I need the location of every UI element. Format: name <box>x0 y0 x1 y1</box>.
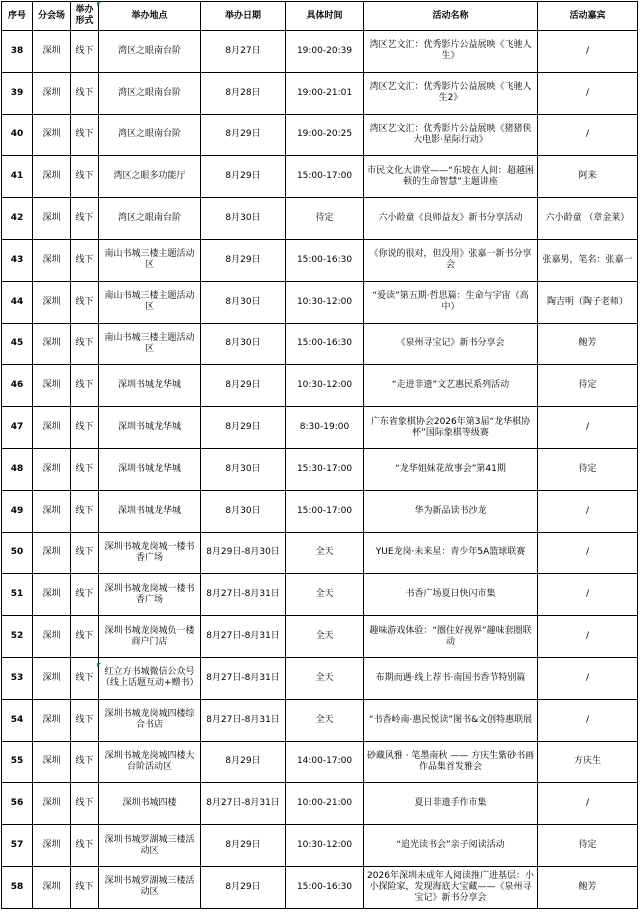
row-guest: 待定 <box>538 365 638 407</box>
row-activity-name: YUE龙岗·未来星：青少年5A篮球联赛 <box>364 532 538 574</box>
table-row <box>2 31 638 73</box>
row-date: 8月27日-8月31日 <box>201 616 286 658</box>
row-number: 58 <box>2 866 33 908</box>
row-number: 46 <box>2 365 33 407</box>
row-guest: / <box>538 657 638 699</box>
row-time: 15:00-16:30 <box>286 239 364 281</box>
row-time: 10:30-12:00 <box>286 825 364 867</box>
row-number: 41 <box>2 156 33 198</box>
row-guest: / <box>538 783 638 825</box>
row-number: 55 <box>2 741 33 783</box>
row-venue: 深圳 <box>33 699 71 741</box>
row-activity-name: “书香岭南·惠民悦读”图书&文创特惠联展 <box>364 699 538 741</box>
row-format: 线下 <box>71 198 99 240</box>
row-time: 15:00-16:30 <box>286 866 364 908</box>
row-format: 线下 <box>71 741 99 783</box>
row-format: 线下 <box>71 574 99 616</box>
row-venue: 深圳 <box>33 448 71 490</box>
row-time: 14:00-17:00 <box>286 741 364 783</box>
row-time: 10:30-12:00 <box>286 281 364 323</box>
row-location: 深圳书城龙华城 <box>99 448 201 490</box>
row-date: 8月30日 <box>201 448 286 490</box>
row-activity-name: 湾区艺文汇：优秀影片公益展映《飞驰人生》 <box>364 31 538 73</box>
row-guest: / <box>538 72 638 114</box>
row-date: 8月30日 <box>201 323 286 365</box>
row-guest: / <box>538 31 638 73</box>
table-row <box>2 407 638 449</box>
header-location: 举办地点 <box>99 2 201 31</box>
row-venue: 深圳 <box>33 616 71 658</box>
row-activity-name: 夏日非遗手作市集 <box>364 783 538 825</box>
events-table <box>1 1 638 909</box>
row-venue: 深圳 <box>33 281 71 323</box>
row-venue: 深圳 <box>33 490 71 532</box>
row-location: 湾区之眼南台阶 <box>99 114 201 156</box>
header-guest: 活动嘉宾 <box>538 2 638 31</box>
row-format: 线下 <box>71 616 99 658</box>
row-date: 8月27日-8月31日 <box>201 783 286 825</box>
row-date: 8月29日 <box>201 114 286 156</box>
row-activity-name: 湾区艺文汇：优秀影片公益展映《飞驰人生2》 <box>364 72 538 114</box>
row-time: 全天 <box>286 657 364 699</box>
row-format: 线下 <box>71 699 99 741</box>
table-row <box>2 825 638 867</box>
row-date: 8月27日-8月31日 <box>201 657 286 699</box>
row-location: 南山书城三楼主题活动区 <box>99 239 201 281</box>
row-location: 深圳书城罗湖城三楼活动区 <box>99 825 201 867</box>
row-format: 线下 <box>71 281 99 323</box>
row-guest: / <box>538 699 638 741</box>
row-location: 湾区之眼南台阶 <box>99 72 201 114</box>
row-number: 49 <box>2 490 33 532</box>
row-date: 8月29日 <box>201 866 286 908</box>
header-no: 序号 <box>2 2 33 31</box>
row-format: 线下 <box>71 448 99 490</box>
row-venue: 深圳 <box>33 156 71 198</box>
row-activity-name: “爱读”第五期·哲思篇：生命与宇宙（高中） <box>364 281 538 323</box>
row-date: 8月29日 <box>201 741 286 783</box>
row-date: 8月27日-8月31日 <box>201 699 286 741</box>
row-format: 线下 <box>71 532 99 574</box>
row-time: 全天 <box>286 574 364 616</box>
row-format: 线下 <box>71 783 99 825</box>
table-row <box>2 281 638 323</box>
row-location: 深圳书城龙岗城四楼大台阶活动区 <box>99 741 201 783</box>
row-activity-name: 市民文化大讲堂——“东坡在人间：超越困顿的生命智慧”主题讲座 <box>364 156 538 198</box>
row-location: 深圳书城罗湖城三楼活动区 <box>99 866 201 908</box>
row-format: 线下 <box>71 657 99 699</box>
header-time: 具体时间 <box>286 2 364 31</box>
row-venue: 深圳 <box>33 574 71 616</box>
table-row <box>2 239 638 281</box>
row-time: 全天 <box>286 532 364 574</box>
row-guest: / <box>538 490 638 532</box>
row-date: 8月27日-8月31日 <box>201 574 286 616</box>
row-activity-name: 广东省象棋协会2026年第3届“龙华棋协杯”国际象棋等级赛 <box>364 407 538 449</box>
row-venue: 深圳 <box>33 783 71 825</box>
row-number: 43 <box>2 239 33 281</box>
row-guest: 张嘉男，笔名：张嘉一 <box>538 239 638 281</box>
row-number: 39 <box>2 72 33 114</box>
row-activity-name: 趣味游戏体验：“圈住好视界”趣味套圈联动 <box>364 616 538 658</box>
row-number: 47 <box>2 407 33 449</box>
row-activity-name: 《泉州寻宝记》新书分享会 <box>364 323 538 365</box>
row-guest: 待定 <box>538 448 638 490</box>
table-row <box>2 323 638 365</box>
row-date: 8月28日 <box>201 72 286 114</box>
row-time: 15:30-17:00 <box>286 448 364 490</box>
row-location: 深圳书城龙华城 <box>99 407 201 449</box>
row-venue: 深圳 <box>33 72 71 114</box>
row-number: 54 <box>2 699 33 741</box>
row-time: 8:30-19:00 <box>286 407 364 449</box>
table-row <box>2 365 638 407</box>
comment-marker <box>97 663 101 667</box>
row-location: 深圳书城龙华城 <box>99 490 201 532</box>
row-number: 50 <box>2 532 33 574</box>
row-date: 8月30日 <box>201 490 286 532</box>
row-venue: 深圳 <box>33 532 71 574</box>
row-time: 15:00-16:30 <box>286 323 364 365</box>
row-number: 48 <box>2 448 33 490</box>
table-row <box>2 699 638 741</box>
table-row <box>2 156 638 198</box>
row-date: 8月29日-8月30日 <box>201 532 286 574</box>
row-time: 15:00-17:00 <box>286 490 364 532</box>
row-guest: / <box>538 574 638 616</box>
row-date: 8月30日 <box>201 198 286 240</box>
row-location: 深圳书城龙岗城一楼书香广场 <box>99 532 201 574</box>
row-format: 线下 <box>71 866 99 908</box>
row-guest: 方庆生 <box>538 741 638 783</box>
table-row <box>2 72 638 114</box>
row-venue: 深圳 <box>33 365 71 407</box>
row-number: 45 <box>2 323 33 365</box>
row-activity-name: 2026年深圳未成年人阅读推广进基层：小小探险家，发现海底大宝藏——《泉州寻宝记》新书分享会 <box>364 866 538 908</box>
table-row <box>2 574 638 616</box>
row-activity-name: 六小龄童《良师益友》新书分享活动 <box>364 198 538 240</box>
row-activity-name: 布期而遇·线上荐书·南国书香节特别篇 <box>364 657 538 699</box>
row-guest: / <box>538 407 638 449</box>
row-date: 8月29日 <box>201 156 286 198</box>
row-guest: 鲍芳 <box>538 866 638 908</box>
row-number: 40 <box>2 114 33 156</box>
row-venue: 深圳 <box>33 657 71 699</box>
row-format: 线下 <box>71 31 99 73</box>
row-format: 线下 <box>71 407 99 449</box>
row-time: 19:00-21:01 <box>286 72 364 114</box>
row-format: 线下 <box>71 825 99 867</box>
row-number: 38 <box>2 31 33 73</box>
row-location: 湾区之眼南台阶 <box>99 31 201 73</box>
row-format: 线下 <box>71 156 99 198</box>
row-time: 待定 <box>286 198 364 240</box>
row-activity-name: 书香广场夏日快闪市集 <box>364 574 538 616</box>
row-number: 42 <box>2 198 33 240</box>
row-activity-name: 《你说的很对，但没用》张嘉一新书分享会 <box>364 239 538 281</box>
row-venue: 深圳 <box>33 31 71 73</box>
row-time: 全天 <box>286 699 364 741</box>
row-guest: / <box>538 616 638 658</box>
row-location: 南山书城三楼主题活动区 <box>99 281 201 323</box>
row-number: 51 <box>2 574 33 616</box>
row-guest: 六小龄童 （章金莱） <box>538 198 638 240</box>
row-time: 10:30-12:00 <box>286 365 364 407</box>
row-time: 19:00-20:39 <box>286 31 364 73</box>
row-venue: 深圳 <box>33 239 71 281</box>
row-location: 红立方书城微信公众号（线上话题互动+赠书） <box>99 657 201 699</box>
row-format: 线下 <box>71 490 99 532</box>
header-format: 举办形式 <box>71 2 99 31</box>
row-location: 南山书城三楼主题活动区 <box>99 323 201 365</box>
row-format: 线下 <box>71 72 99 114</box>
row-guest: / <box>538 532 638 574</box>
table-row <box>2 616 638 658</box>
row-location: 湾区之眼南台阶 <box>99 198 201 240</box>
row-guest: 陶吉明（陶子老师） <box>538 281 638 323</box>
row-location: 深圳书城龙岗城一楼书香广场 <box>99 574 201 616</box>
row-activity-name: 湾区艺文汇：优秀影片公益展映《猪猪侠大电影·星际行动》 <box>364 114 538 156</box>
table-row <box>2 783 638 825</box>
row-activity-name: “追光读书会”亲子阅读活动 <box>364 825 538 867</box>
row-guest: / <box>538 114 638 156</box>
table-row <box>2 741 638 783</box>
table-row <box>2 198 638 240</box>
row-time: 19:00-20:25 <box>286 114 364 156</box>
row-location: 深圳书城四楼 <box>99 783 201 825</box>
row-venue: 深圳 <box>33 866 71 908</box>
row-format: 线下 <box>71 114 99 156</box>
row-venue: 深圳 <box>33 198 71 240</box>
row-venue: 深圳 <box>33 114 71 156</box>
row-location: 湾区之眼多功能厅 <box>99 156 201 198</box>
header-name: 活动名称 <box>364 2 538 31</box>
row-activity-name: “走进非遗”文艺惠民系列活动 <box>364 365 538 407</box>
row-venue: 深圳 <box>33 825 71 867</box>
row-date: 8月29日 <box>201 825 286 867</box>
row-time: 10:00-21:00 <box>286 783 364 825</box>
comment-marker <box>97 2 101 6</box>
row-location: 深圳书城龙华城 <box>99 365 201 407</box>
row-number: 53 <box>2 657 33 699</box>
row-date: 8月29日 <box>201 365 286 407</box>
row-time: 全天 <box>286 616 364 658</box>
row-format: 线下 <box>71 365 99 407</box>
table-row <box>2 866 638 908</box>
row-date: 8月29日 <box>201 239 286 281</box>
row-date: 8月30日 <box>201 281 286 323</box>
row-venue: 深圳 <box>33 741 71 783</box>
table-row <box>2 532 638 574</box>
header-date: 举办日期 <box>201 2 286 31</box>
row-activity-name: 砂藏风雅 · 笔墨南秋 —— 方庆生紫砂书画作品集首发雅会 <box>364 741 538 783</box>
row-number: 52 <box>2 616 33 658</box>
row-guest: 鲍芳 <box>538 323 638 365</box>
row-number: 44 <box>2 281 33 323</box>
row-guest: 阿来 <box>538 156 638 198</box>
row-activity-name: 华为新品读书沙龙 <box>364 490 538 532</box>
row-date: 8月27日 <box>201 31 286 73</box>
header-venue: 分会场 <box>33 2 71 31</box>
table-row <box>2 490 638 532</box>
row-number: 57 <box>2 825 33 867</box>
table-row <box>2 114 638 156</box>
row-guest: 待定 <box>538 825 638 867</box>
row-time: 15:00-17:00 <box>286 156 364 198</box>
row-number: 56 <box>2 783 33 825</box>
row-activity-name: “龙华姐妹花故事会”第41期 <box>364 448 538 490</box>
row-location: 深圳书城龙岗城四楼综合书店 <box>99 699 201 741</box>
table-row <box>2 448 638 490</box>
row-venue: 深圳 <box>33 323 71 365</box>
row-date: 8月29日 <box>201 407 286 449</box>
row-format: 线下 <box>71 239 99 281</box>
row-format: 线下 <box>71 323 99 365</box>
row-location: 深圳书城龙岗城负一楼商户门店 <box>99 616 201 658</box>
row-venue: 深圳 <box>33 407 71 449</box>
